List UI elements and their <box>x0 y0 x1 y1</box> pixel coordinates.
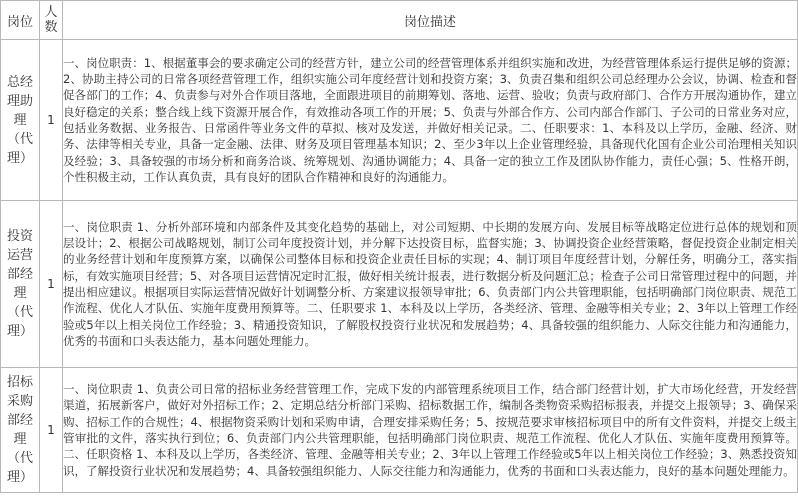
table-header-row <box>1 1 798 40</box>
description-cell: 一、岗位职责 1、负责公司日常的招标业务经营管理工作，完成下发的内部管理系统项目工作，结合部门经营计划，扩大市场化经营，开发经营渠道，拓展新客户，做好对外招标工作；2、定期总结分析部门采购、招标数据工作，编制各类物资采购招标报表，并提交上报领导；3、确保采购、招标工作的合规性；4、根据物资采购计划和采购申请，合理安排采购任务；5、按规范要求审核招标项目中的所有文件资料，并提交上级主管审批的文件，落实执行到位；6、负责部门内公共管理职能，包括明确部门岗位职责、规范工作流程、优化人才队伍、实施年度费用预算等。二、任职资格 1、本科及以上学历，各类经济、管理、金融等相关专业；2、3年以上管理工作经验或5年以上相关岗位工作经验；3、熟悉投资知识，了解投资行业状况和发展趋势；4、具备较强组织能力、人际交往能力和沟通能力，优秀的书面和口头表达能力，良好的基本问题处理能力。 <box>63 368 798 493</box>
count-cell: 1 <box>40 201 63 368</box>
position-cell: 总经理助理（代理） <box>1 40 40 201</box>
position-cell: 招标采购部经理（代理） <box>1 368 40 493</box>
position-cell: 投资运营部经理（代理） <box>1 201 40 368</box>
header-count: 人数 <box>40 1 63 40</box>
header-description: 岗位描述 <box>63 1 798 40</box>
table-row <box>1 40 798 201</box>
description-cell: 一、岗位职责 1、分析外部环境和内部条件及其变化趋势的基础上，对公司短期、中长期的发展方向、发展目标等战略定位进行总体的规划和顶层设计；2、根据公司战略规划，制订公司年度投资计划，并分解下达投资目标，监督实施；3、协调投资企业经营策略，督促投资企业制定相关的业务经营计划和年度预算方案，以确保公司整体目标和投资企业责任目标的实现；4、制订项目年度经营计划，分解任务，明确分工，落实指标，有效实施项目经营；5、对各项目运营情况定时汇报，做好相关统计报表，进行数据分析及问题汇总；检查子公司日常管理过程中的问题，并提出相应建议。根据项目实际运营情况做好计划调整分析、方案建议报领导审批；6、负责部门内公共管理职能，包括明确部门岗位职责、规范工作流程、优化人才队伍、实施年度费用预算等。二、任职要求 1、本科及以上学历，各类经济、管理、金融等相关专业；2、3年以上管理工作经验或5年以上相关岗位工作经验；3、精通投资知识，了解股权投资行业状况和发展趋势；4、具备较强的组织能力、人际交往能力和沟通能力，优秀的书面和口头表达能力，基本问题处理能力。 <box>63 201 798 368</box>
table-row <box>1 201 798 368</box>
table-row <box>1 368 798 493</box>
header-position: 岗位 <box>1 1 40 40</box>
count-cell: 1 <box>40 368 63 493</box>
count-cell: 1 <box>40 40 63 201</box>
description-cell: 一、岗位职责：1、根据董事会的要求确定公司的经营方针，建立公司的经营管理体系并组织实施和改进，为经营管理体系运行提供足够的资源；2、协助主持公司的日常各项经营管理工作，组织实施公司年度经营计划和投资方案；3、负责召集和组织公司总经理办公会议，协调、检查和督促各部门的工作；4、负责参与对外合作项目落地，全面跟进项目的前期筹划、落地、运营、验收；负责与政府部门、合作方开展沟通协作，建立良好稳定的关系；整合线上线下资源开展合作，有效推动各项工作的开展；5、负责与外部合作方、公司内部合作部门、子公司的日常业务对应，包括业务数据、业务报告、日常函件等业务文件的草拟、核对及发送，并做好相关记录。二、任职要求：1、本科及以上学历，金融、经济、财务、法律等相关专业，具备一定金融、法律、财务及项目管理基本知识；2、至少3年以上企业管理经验，具备现代化国有企业公司治理相关知识及经验；3、具备较强的市场分析和商务洽谈、统筹规划、沟通协调能力；4、具备一定的独立工作及团队协作能力，责任心强；5、性格开朗，个性积极主动，工作认真负责，具有良好的团队合作精神和良好的沟通能力。 <box>63 40 798 201</box>
